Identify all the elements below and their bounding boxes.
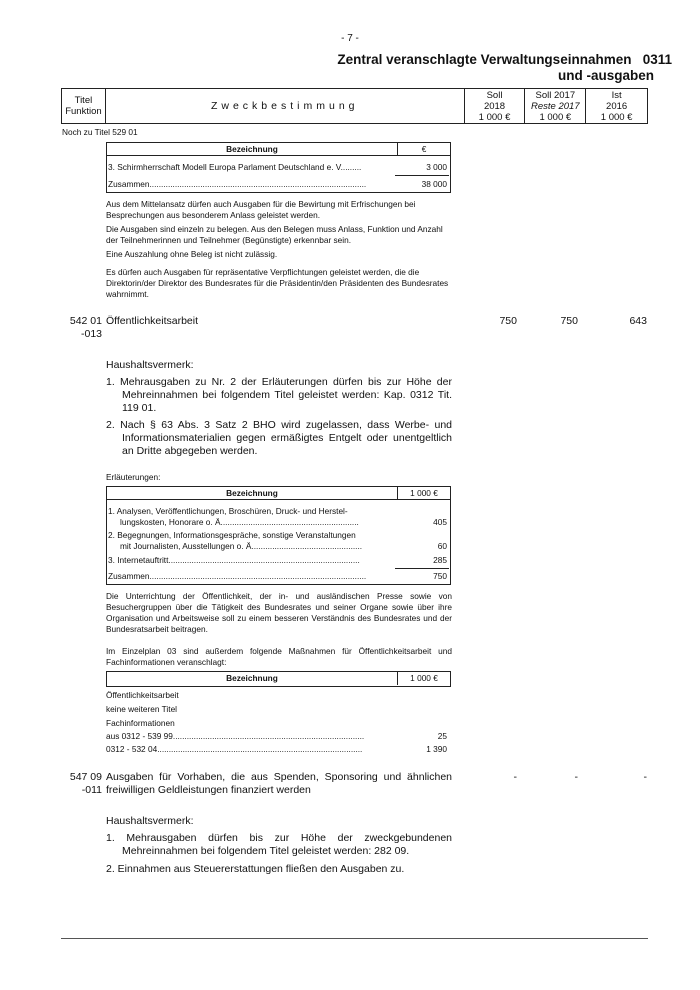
soll-2017-value: 750 [560, 315, 578, 327]
table-sum-value: 750 [433, 571, 447, 581]
sum-line [395, 568, 449, 569]
title-number-main: 547 09 [69, 771, 102, 783]
table-row-label: keine weiteren Titel [106, 704, 178, 714]
table-header [107, 487, 450, 500]
title-number-function: -011 [81, 784, 102, 796]
footer-rule [61, 938, 648, 939]
table-row-value: 285 [433, 555, 447, 565]
title-number-main: 542 01 [69, 315, 102, 327]
header-ist-2016-c: 1 000 € [600, 111, 633, 123]
table-sum-value: 38 000 [421, 179, 447, 189]
table-row [106, 744, 449, 755]
header-soll-2017 [525, 89, 586, 123]
table-row-label: 3. Internetauftritt................................................................................... [108, 555, 360, 565]
header-titel-funktion [62, 89, 106, 123]
table-sum-label: Zusammen.............................................................................................. [108, 571, 367, 581]
table-row [106, 731, 449, 742]
table-row-label: lungskosten, Honorare o. Ä............................................................ [120, 517, 359, 527]
column-header [61, 88, 648, 124]
paragraph: Im Einzelplan 03 sind außerdem folgende Maßnahmen für Öffentlichkeitsarbeit und Fachinformationen veranschlagt: [106, 646, 452, 667]
haushaltsvermerk-item: 2. Einnahmen aus Steuererstattungen fließen den Ausgaben zu. [106, 863, 405, 875]
paragraph: Es dürfen auch Ausgaben für repräsentative Verpflichtungen geleistet werden, die die Direktorin/der Direktor des Bundesrates für die Präsidentin/den Präsidenten des Bundesrates wahrnimmt. [106, 267, 449, 299]
table-row-label: 2. Begegnungen, Informationsgespräche, sonstige Veranstaltungen [108, 530, 356, 540]
haushaltsvermerk-item: 1. Mehrausgaben zu Nr. 2 der Erläuterungen dürfen bis zur Höhe der Mehreinnahmen bei folgendem Titel geleistet werden: Kap. 0312 Tit. 119 01. [106, 376, 452, 414]
header-ist-2016 [586, 89, 647, 123]
haushaltsvermerk-item: 2. Nach § 63 Abs. 3 Satz 2 BHO wird zugelassen, dass Werbe- und Informationsmaterialien gegen ermäßigtes Entgelt oder unentgeltlich an Dritte abgegeben werden. [106, 419, 452, 457]
table-row-label: Fachinformationen [106, 718, 175, 728]
table-row-label: mit Journalisten, Ausstellungen o. Ä................................................ [120, 541, 363, 551]
noch-zu-titel: Noch zu Titel 529 01 [62, 127, 138, 137]
table-row-value: 1 390 [426, 744, 447, 754]
table-row-label: Öffentlichkeitsarbeit [106, 690, 179, 700]
erlaeuterungen-heading: Erläuterungen: [106, 472, 161, 482]
page-number: - 7 - [341, 33, 359, 44]
paragraph: Die Unterrichtung der Öffentlichkeit, der in- und ausländischen Presse sowie von Besuchergruppen über die Tätigkeit des Bundesrates und seiner Organe sowie über ihre Organisation und Arbeitsweise soll zu einem besseren Verständnis des Bundesrates und der Bundesratsarbeit beitragen. [106, 591, 452, 634]
table-row-value: 405 [433, 517, 447, 527]
header-soll-2018-c: 1 000 € [478, 111, 511, 123]
header-titel: Titel [74, 95, 93, 106]
haushaltsvermerk-heading: Haushaltsvermerk: [106, 815, 194, 827]
table-row-label: 0312 - 532 04......................................................................................... [106, 744, 363, 754]
header-soll-2018-b: 2018 [483, 100, 506, 112]
header-soll-2017-a: Soll 2017 [535, 89, 576, 101]
header-soll-2018 [465, 89, 526, 123]
sum-line [395, 175, 449, 176]
soll-2018-value: - [513, 771, 517, 783]
haushaltsvermerk-item: 1. Mehrausgaben dürfen bis zur Höhe der zweckgebundenen Mehreinnahmen bei folgendem Titel geleistet werden: 282 09. [106, 832, 452, 857]
table-header [107, 143, 450, 156]
ist-2016-value: 643 [629, 315, 647, 327]
page-title-line1: Zentral veranschlagte Verwaltungseinnahmen 0311 [337, 52, 672, 67]
header-soll-2017-b: Reste 2017 [531, 100, 580, 112]
header-zweckbestimmung: Zweckbestimmung [106, 89, 465, 123]
title-number [62, 771, 102, 797]
table-row-value: 3 000 [426, 162, 447, 172]
table-header-1000-euro: 1 000 € [410, 673, 438, 683]
ist-2016-value: - [643, 771, 647, 783]
table-row-label: 3. Schirmherrschaft Modell Europa Parlament Deutschland e. V......... [108, 162, 362, 172]
title-label: Ausgaben für Vorhaben, die aus Spenden, Sponsoring und ähnlichen freiwilligen Geldleistungen finanziert werden [106, 771, 452, 796]
header-soll-2017-c: 1 000 € [539, 111, 572, 123]
table-row [108, 555, 449, 566]
table-row-sum [108, 179, 449, 190]
page-title [252, 52, 672, 84]
table-header-1000-euro: 1 000 € [410, 488, 438, 498]
header-ist-2016-a: Ist [611, 89, 622, 101]
table-header-bezeichnung: Bezeichnung [107, 143, 398, 155]
title-number-function: -013 [80, 328, 102, 340]
table-sum-label: Zusammen.............................................................................................. [108, 179, 367, 189]
header-soll-2018-a: Soll [486, 89, 503, 101]
table-row-label: 1. Analysen, Veröffentlichungen, Broschüren, Druck- und Herstel- [108, 506, 348, 516]
paragraph: Aus dem Mittelansatz dürfen auch Ausgaben für die Bewirtung mit Erfrischungen bei Besprechungen aus besonderem Anlass geleistet werden. [106, 199, 416, 220]
header-funktion: Funktion [65, 106, 102, 117]
haushaltsvermerk-heading: Haushaltsvermerk: [106, 359, 194, 371]
table-row [108, 162, 449, 173]
paragraph: Die Ausgaben sind einzeln zu belegen. Aus den Belegen muss Anlass, Funktion und Anzahl der Teilnehmerinnen und Teilnehmer (Begünstigte) erkennbar sein. [106, 224, 443, 245]
table-header-bezeichnung: Bezeichnung [107, 487, 398, 499]
paragraph: Eine Auszahlung ohne Beleg ist nicht zulässig. [106, 249, 278, 259]
table-row-value: 25 [437, 731, 447, 741]
title-label: Öffentlichkeitsarbeit [106, 315, 199, 327]
page-title-line2: und -ausgaben [557, 68, 654, 83]
table-row-sum [108, 571, 449, 582]
soll-2018-value: 750 [499, 315, 517, 327]
table-header-bezeichnung: Bezeichnung [107, 672, 398, 685]
title-number [62, 315, 102, 341]
table-row-label: aus 0312 - 539 99................................................................................... [106, 731, 365, 741]
table-row [108, 541, 449, 552]
header-ist-2016-b: 2016 [606, 100, 628, 112]
table-row-value: 60 [437, 541, 447, 551]
table-header-euro: € [421, 144, 427, 154]
table-row [108, 517, 449, 528]
table-einzelplan [106, 671, 451, 687]
soll-2017-value: - [574, 771, 578, 783]
table-header [107, 672, 450, 685]
